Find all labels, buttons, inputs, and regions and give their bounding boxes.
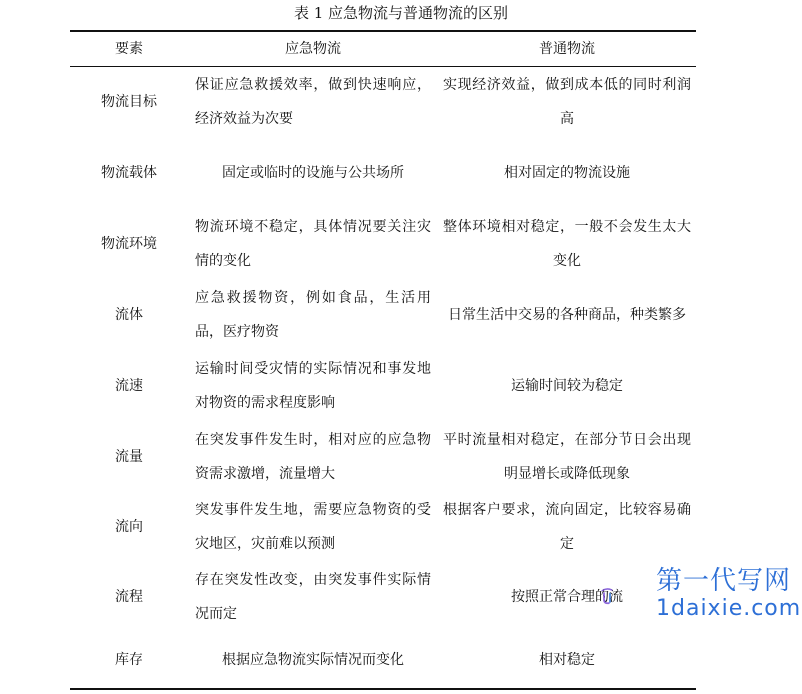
row-factor: 流量 [115, 449, 143, 465]
row-normal: 整体环境相对稳定，一般不会发生太大变化 [443, 219, 691, 269]
row-emergency: 应急救援物资，例如食品，生活用品，医疗物资 [195, 290, 431, 340]
row-factor: 流向 [115, 519, 143, 535]
row-emergency: 保证应急救援效率，做到快速响应，经济效益为次要 [195, 77, 431, 127]
row-normal: 相对稳定 [539, 652, 595, 668]
row-normal: 根据客户要求，流向固定，比较容易确定 [443, 502, 691, 552]
row-factor: 物流目标 [101, 94, 157, 110]
row-emergency: 突发事件发生地，需要应急物资的受灾地区，灾前难以预测 [195, 502, 431, 552]
row-normal: 运输时间较为稳定 [511, 378, 623, 394]
row-emergency: 根据应急物流实际情况而变化 [222, 652, 404, 668]
row-factor: 物流载体 [101, 165, 157, 181]
row-factor: 库存 [115, 652, 143, 668]
row-factor: 物流环境 [101, 236, 157, 252]
header-factor: 要素 [115, 41, 143, 57]
watermark-logo-icon [598, 566, 658, 626]
row-normal: 相对固定的物流设施 [504, 165, 630, 181]
row-factor: 流速 [115, 378, 143, 394]
row-normal: 实现经济效益，做到成本低的同时利润高 [443, 77, 691, 127]
top-rule [70, 30, 696, 32]
watermark-url: 1daixie.com [656, 596, 802, 621]
header-normal: 普通物流 [539, 41, 595, 57]
row-emergency: 物流环境不稳定，具体情况要关注灾情的变化 [195, 219, 431, 269]
row-normal: 按照正常合理的流 [511, 589, 623, 605]
row-normal: 日常生活中交易的各种商品，种类繁多 [448, 307, 686, 323]
row-factor: 流程 [115, 589, 143, 605]
row-emergency: 固定或临时的设施与公共场所 [222, 165, 404, 181]
row-emergency: 在突发事件发生时，相对应的应急物资需求激增，流量增大 [195, 432, 431, 482]
table-caption: 表 1 应急物流与普通物流的区别 [293, 4, 509, 22]
row-factor: 流体 [115, 307, 143, 323]
row-emergency: 运输时间受灾情的实际情况和事发地对物资的需求程度影响 [195, 361, 431, 411]
watermark-text: 第一代写网 [656, 566, 792, 596]
row-normal: 平时流量相对稳定，在部分节日会出现明显增长或降低现象 [443, 432, 691, 482]
row-emergency: 存在突发性改变，由突发事件实际情况而定 [195, 572, 431, 622]
bottom-rule [70, 688, 696, 690]
header-emergency: 应急物流 [285, 41, 341, 57]
